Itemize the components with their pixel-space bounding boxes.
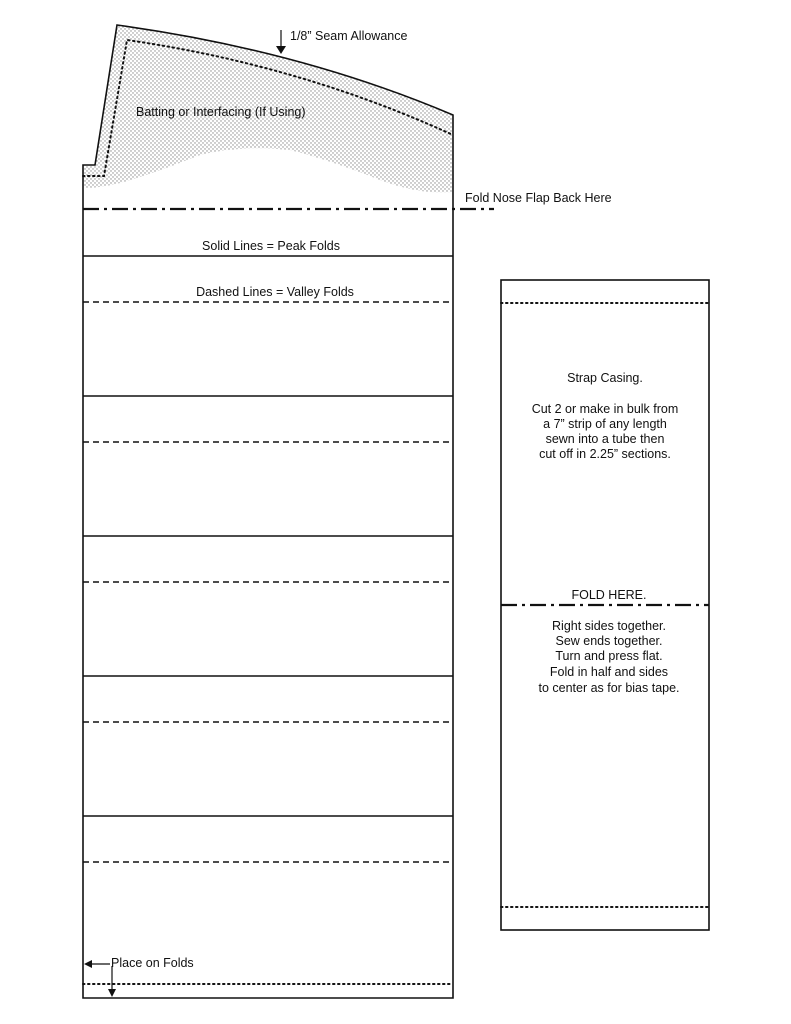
strap-finishing-line: Fold in half and sides: [549, 665, 669, 679]
strap-instruction-line: Cut 2 or make in bulk from: [531, 402, 679, 416]
batting-label: Batting or Interfacing (If Using): [136, 105, 306, 119]
place-on-folds-label: Place on Folds: [111, 956, 194, 970]
legend-dashed-label: Dashed Lines = Valley Folds: [196, 285, 354, 299]
seam-allowance-label: 1/8” Seam Allowance: [290, 29, 408, 43]
seam-allowance-callout: [276, 29, 407, 54]
strap-instruction-line: sewn into a tube then: [545, 432, 665, 446]
strap-casing-title: Strap Casing.: [567, 371, 643, 385]
mask-pattern-piece: [83, 25, 612, 998]
strap-finishing-line: to center as for bias tape.: [538, 681, 680, 695]
fold-nose-label: Fold Nose Flap Back Here: [465, 191, 612, 205]
strap-instruction-line: a 7” strip of any length: [543, 417, 667, 431]
strap-finishing-line: Turn and press flat.: [555, 649, 663, 663]
fold-here-label: FOLD HERE.: [571, 588, 647, 602]
strap-finishing-line: Right sides together.: [552, 619, 666, 633]
legend-solid-label: Solid Lines = Peak Folds: [202, 239, 340, 253]
place-on-folds-callout: [84, 956, 194, 997]
strap-casing-piece: [501, 280, 709, 930]
strap-finishing-line: Sew ends together.: [555, 634, 663, 648]
strap-instruction-line: cut off in 2.25” sections.: [539, 447, 671, 461]
